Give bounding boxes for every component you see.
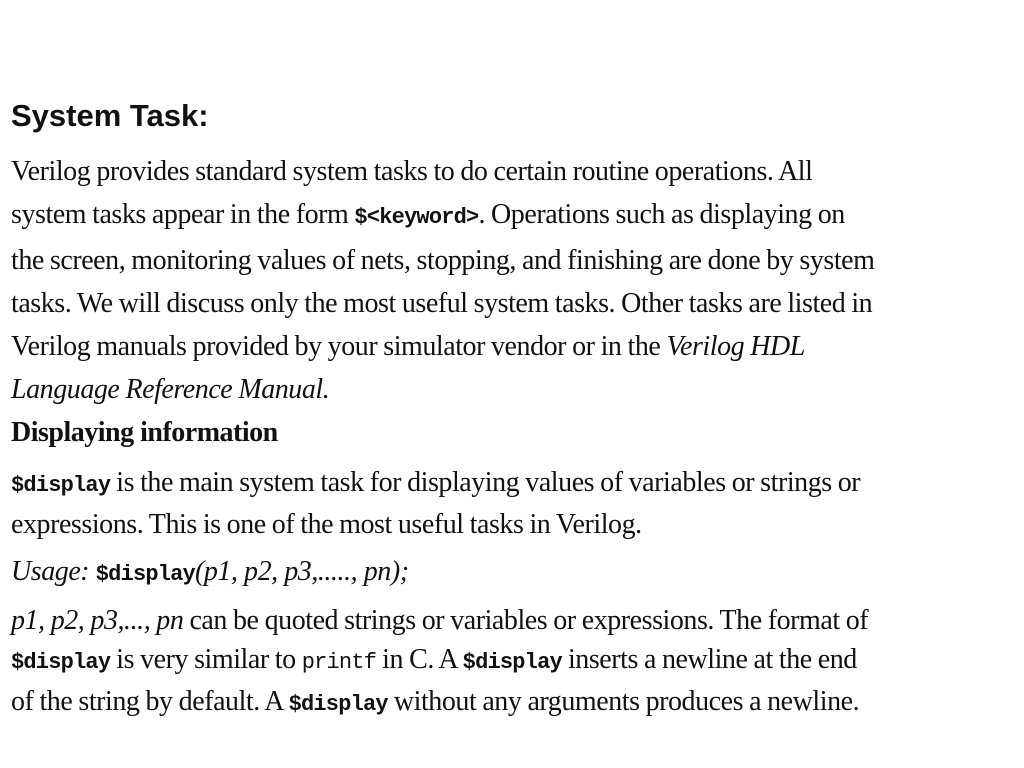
text-run: inserts a newline at the end (561, 644, 857, 675)
text-run: Verilog manuals provided by your simulator vendor or in the (11, 331, 667, 362)
text-run: is the main system task for displaying values of variables or strings or (110, 467, 861, 498)
text-run: system tasks appear in the form (11, 199, 355, 230)
intro-paragraph (11, 150, 1019, 411)
textbook-excerpt (11, 150, 1019, 724)
section-heading: Displaying information (11, 417, 278, 448)
code-display: $display (11, 650, 111, 675)
text-run: without any arguments produces a newline. (387, 686, 860, 717)
code-printf: printf (301, 650, 377, 675)
display-paragraph (11, 463, 1019, 544)
text-line (11, 368, 1019, 411)
text-run: the screen, monitoring values of nets, stopping, and finishing are done by system (11, 245, 875, 276)
text-run: of the string by default. A (11, 686, 289, 717)
text-line (11, 282, 1019, 325)
text-run: tasks. We will discuss only the most useful system tasks. Other tasks are listed in (11, 288, 873, 319)
text-line (11, 505, 1019, 544)
text-line (11, 601, 1019, 640)
text-line (11, 325, 1019, 368)
param-list: p1, p2, p3,..., pn (11, 605, 184, 636)
text-run: is very similar to (110, 644, 302, 675)
usage-label: Usage: (11, 556, 96, 587)
text-line (11, 463, 1019, 505)
book-title-part2: Language Reference Manual. (11, 374, 330, 405)
text-run: expressions. This is one of the most useful tasks in Verilog. (11, 509, 642, 540)
text-line (11, 150, 1019, 193)
code-keyword-form: $<keyword> (354, 205, 479, 230)
text-line (11, 239, 1019, 282)
text-run: can be quoted strings or variables or expressions. The format of (183, 605, 869, 636)
text-run: . Operations such as displaying on (478, 199, 845, 230)
usage-line (11, 552, 1019, 595)
text-run: in C. A (376, 644, 463, 675)
text-run: Verilog provides standard system tasks to do certain routine operations. All (11, 156, 813, 187)
text-line (11, 193, 1019, 239)
code-display: $display (95, 562, 195, 587)
format-paragraph (11, 601, 1019, 724)
code-display: $display (288, 692, 388, 717)
code-display: $display (462, 650, 562, 675)
slide-title: System Task: (11, 98, 209, 133)
book-title-part1: Verilog HDL (666, 331, 805, 362)
text-line (11, 682, 1019, 724)
usage-args: (p1, p2, p3,....., pn); (194, 556, 409, 587)
text-line (11, 640, 1019, 682)
code-display: $display (11, 473, 111, 498)
